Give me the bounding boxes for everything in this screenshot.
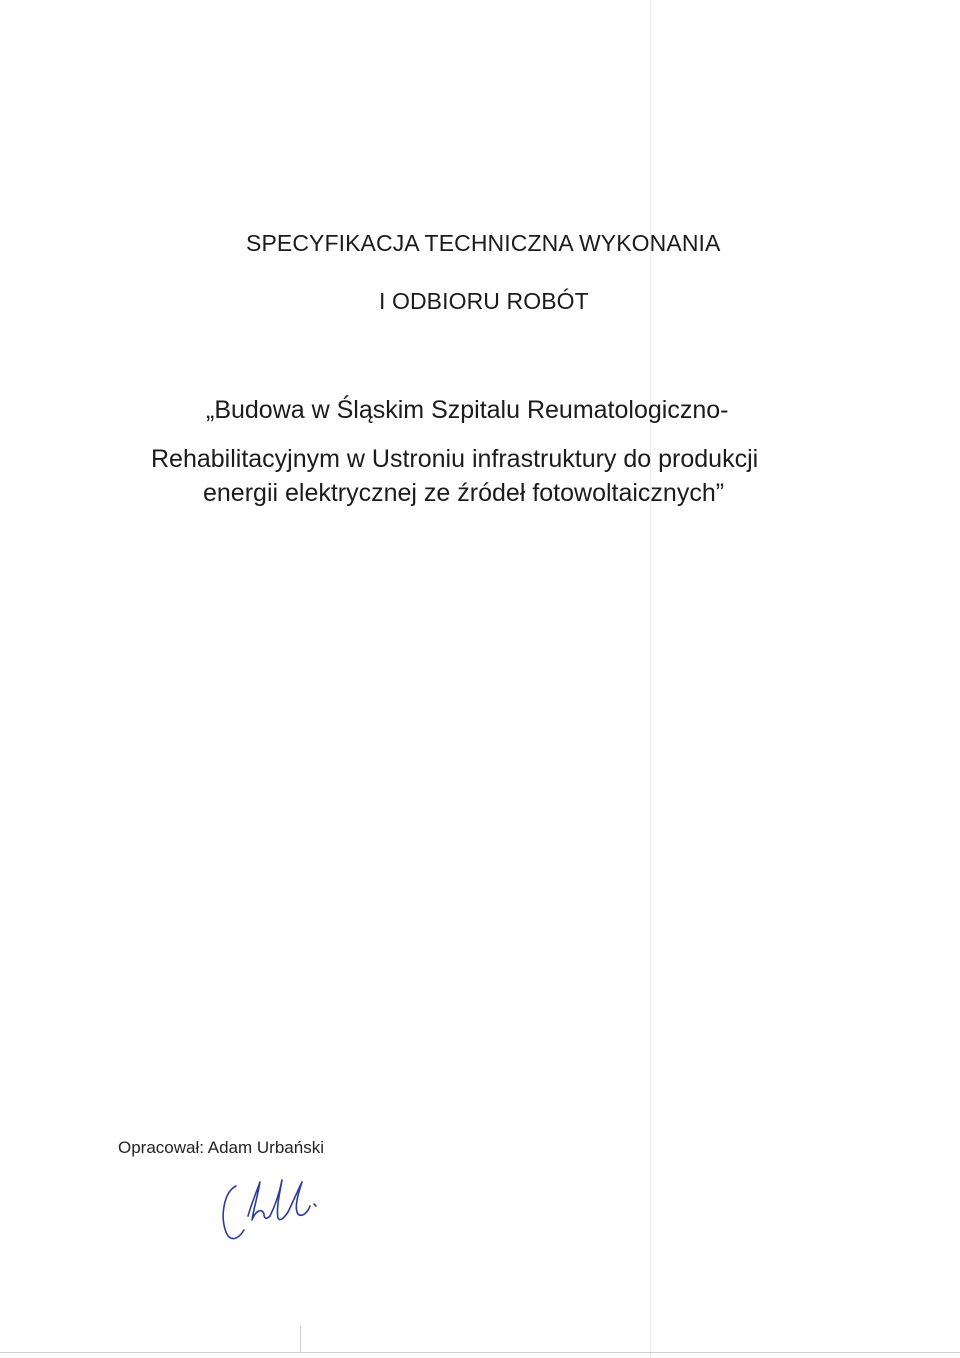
project-name-line-1: „Budowa w Śląskim Szpitalu Reumatologiczno-: [206, 396, 729, 424]
scan-artifact-tick: [300, 1326, 301, 1352]
author-label: Opracował: Adam Urbański: [118, 1138, 324, 1157]
signature-stroke-l: [270, 1180, 288, 1220]
handwritten-signature: [218, 1168, 328, 1248]
project-name-line-2: Rehabilitacyjnym w Ustroniu infrastruktury do produkcji: [151, 445, 759, 473]
signature-stroke-dot: [314, 1204, 316, 1206]
project-name-line-3: energii elektrycznej ze źródeł fotowoltaicznych”: [203, 479, 725, 507]
signature-stroke-tail: [288, 1182, 310, 1215]
signature-stroke-h: [248, 1182, 270, 1220]
scan-artifact-vertical: [650, 0, 651, 1358]
document-title-line-1: SPECYFIKACJA TECHNICZNA WYKONANIA: [246, 230, 721, 256]
document-title-line-2: I ODBIORU ROBÓT: [379, 288, 589, 314]
signature-stroke-c: [223, 1186, 244, 1239]
scan-artifact-bottom: [0, 1352, 960, 1353]
